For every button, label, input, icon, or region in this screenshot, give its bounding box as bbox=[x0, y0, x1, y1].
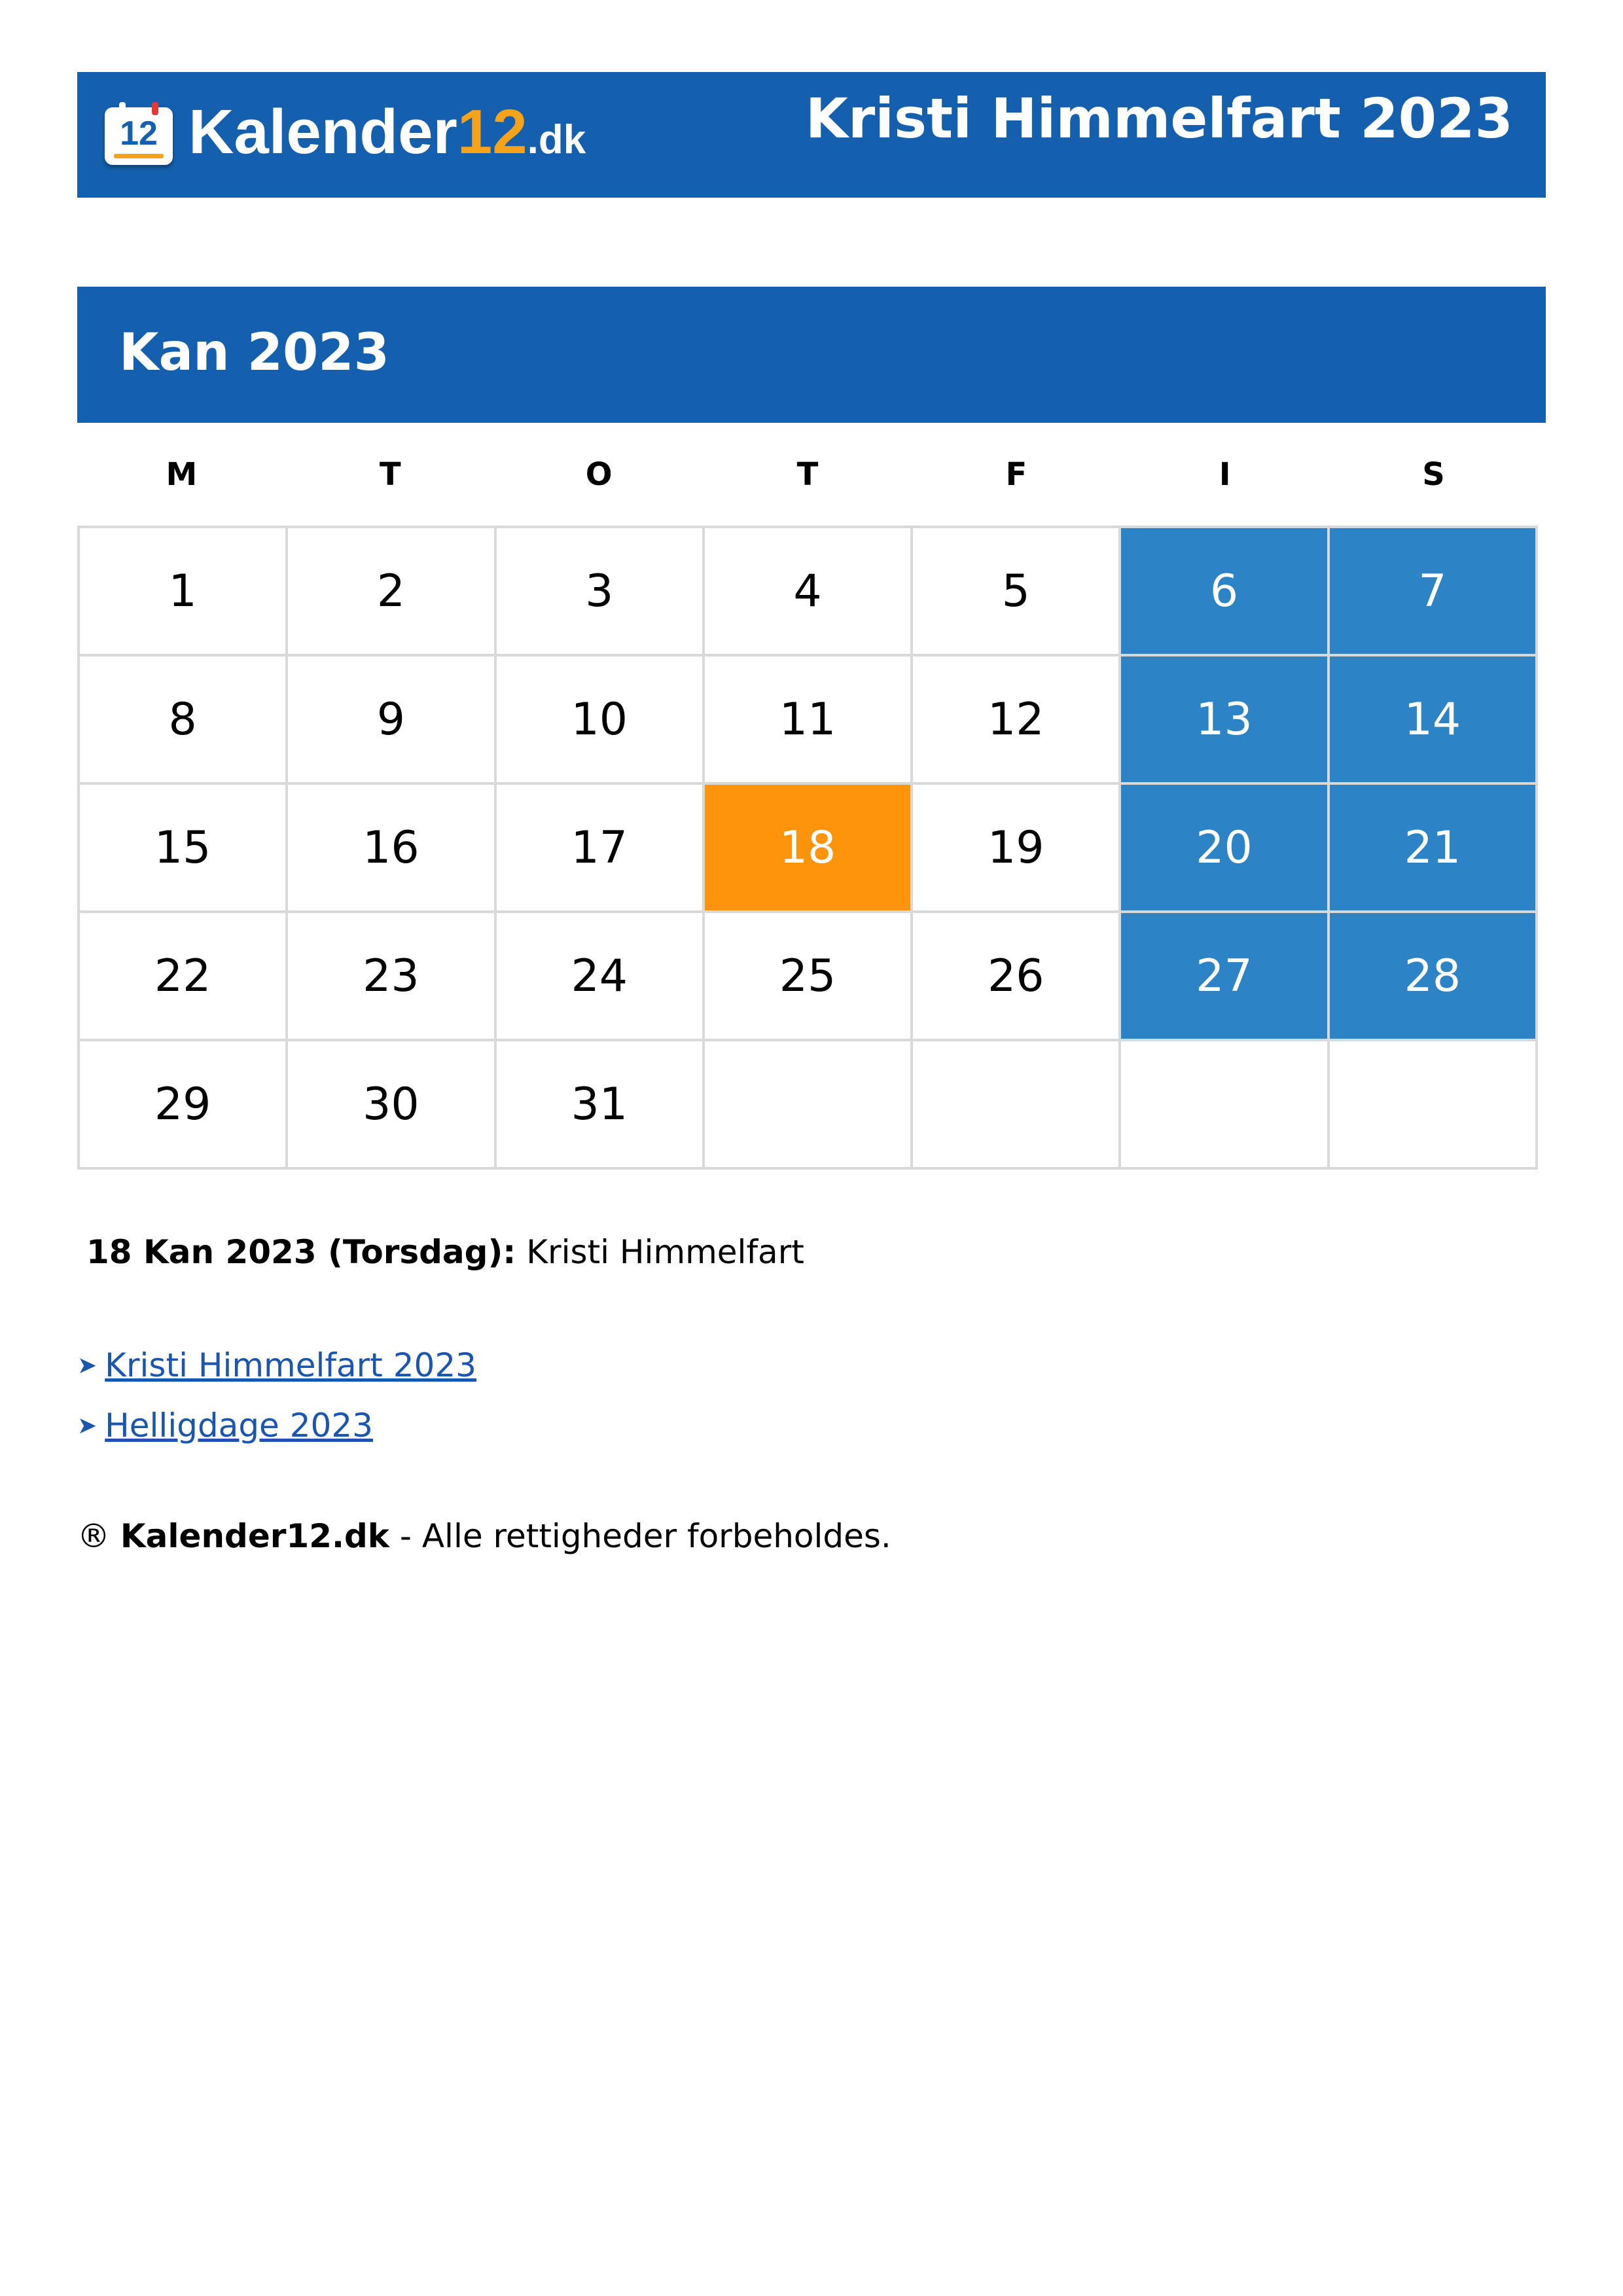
day-cell[interactable]: 29 bbox=[80, 1041, 288, 1170]
weekday-label: S bbox=[1422, 456, 1445, 493]
link-row bbox=[77, 1335, 476, 1395]
weekday-label: I bbox=[1219, 456, 1231, 493]
weekday-label: T bbox=[796, 456, 819, 493]
day-cell[interactable]: 31 bbox=[497, 1041, 705, 1170]
weekday-header-row bbox=[77, 452, 1538, 497]
day-cell[interactable]: 28 bbox=[1330, 913, 1538, 1041]
day-cell[interactable]: 16 bbox=[288, 785, 496, 913]
arrow-right-icon: ➤ bbox=[77, 1412, 98, 1439]
day-cell[interactable]: 5 bbox=[913, 528, 1121, 656]
day-cell[interactable]: 24 bbox=[497, 913, 705, 1041]
day-cell[interactable]: 30 bbox=[288, 1041, 496, 1170]
weekday-label: T bbox=[379, 456, 401, 493]
day-cell[interactable]: 2 bbox=[288, 528, 496, 656]
empty-day-cell bbox=[913, 1041, 1121, 1170]
site-logo[interactable] bbox=[105, 97, 586, 168]
holiday-name: Kristi Himmelfart bbox=[526, 1233, 804, 1271]
day-cell[interactable]: 11 bbox=[705, 656, 913, 785]
day-cell[interactable]: 8 bbox=[80, 656, 288, 785]
logo-icon-number: 12 bbox=[120, 115, 158, 152]
link-helligdage[interactable]: Helligdage 2023 bbox=[105, 1407, 373, 1444]
month-header bbox=[77, 287, 1546, 423]
arrow-right-icon: ➤ bbox=[77, 1352, 98, 1379]
page-title: Kristi Himmelfart 2023 bbox=[805, 86, 1513, 151]
site-header bbox=[77, 72, 1546, 198]
link-row bbox=[77, 1395, 476, 1456]
day-cell[interactable]: 27 bbox=[1121, 913, 1329, 1041]
day-cell[interactable]: 10 bbox=[497, 656, 705, 785]
day-cell[interactable]: 9 bbox=[288, 656, 496, 785]
day-cell[interactable]: 15 bbox=[80, 785, 288, 913]
day-cell[interactable]: 19 bbox=[913, 785, 1121, 913]
day-cell[interactable]: 12 bbox=[913, 656, 1121, 785]
day-cell[interactable]: 25 bbox=[705, 913, 913, 1041]
day-cell[interactable]: 22 bbox=[80, 913, 288, 1041]
day-cell[interactable]: 7 bbox=[1330, 528, 1538, 656]
holiday-date: 18 Kan 2023 (Torsdag): bbox=[86, 1233, 516, 1271]
footer-brand: Kalender12.dk bbox=[120, 1517, 390, 1555]
empty-day-cell bbox=[705, 1041, 913, 1170]
logo-tld: .dk bbox=[527, 117, 586, 162]
day-cell[interactable]: 3 bbox=[497, 528, 705, 656]
footer bbox=[77, 1517, 891, 1555]
holiday-description bbox=[86, 1233, 804, 1271]
weekday-label: O bbox=[585, 456, 613, 493]
logo-wordmark bbox=[188, 97, 586, 171]
day-cell[interactable]: 14 bbox=[1330, 656, 1538, 785]
empty-day-cell bbox=[1121, 1041, 1329, 1170]
logo-word: Kalender bbox=[188, 97, 457, 167]
day-cell[interactable]: 21 bbox=[1330, 785, 1538, 913]
calendar-icon bbox=[105, 107, 173, 165]
day-cell[interactable]: 1 bbox=[80, 528, 288, 656]
footer-text: - Alle rettigheder forbeholdes. bbox=[399, 1517, 891, 1555]
calendar-grid bbox=[77, 526, 1538, 1170]
registered-icon: ® bbox=[77, 1517, 110, 1555]
related-links bbox=[77, 1335, 476, 1456]
day-cell[interactable]: 13 bbox=[1121, 656, 1329, 785]
day-cell[interactable]: 6 bbox=[1121, 528, 1329, 656]
month-title: Kan 2023 bbox=[119, 323, 389, 382]
day-cell[interactable]: 23 bbox=[288, 913, 496, 1041]
holiday-day-cell[interactable]: 18 bbox=[705, 785, 913, 913]
link-kristi-himmelfart[interactable]: Kristi Himmelfart 2023 bbox=[105, 1346, 476, 1384]
weekday-label: M bbox=[166, 456, 198, 493]
logo-accent: 12 bbox=[457, 97, 527, 167]
empty-day-cell bbox=[1330, 1041, 1538, 1170]
day-cell[interactable]: 4 bbox=[705, 528, 913, 656]
weekday-label: F bbox=[1005, 456, 1027, 493]
day-cell[interactable]: 26 bbox=[913, 913, 1121, 1041]
day-cell[interactable]: 20 bbox=[1121, 785, 1329, 913]
day-cell[interactable]: 17 bbox=[497, 785, 705, 913]
